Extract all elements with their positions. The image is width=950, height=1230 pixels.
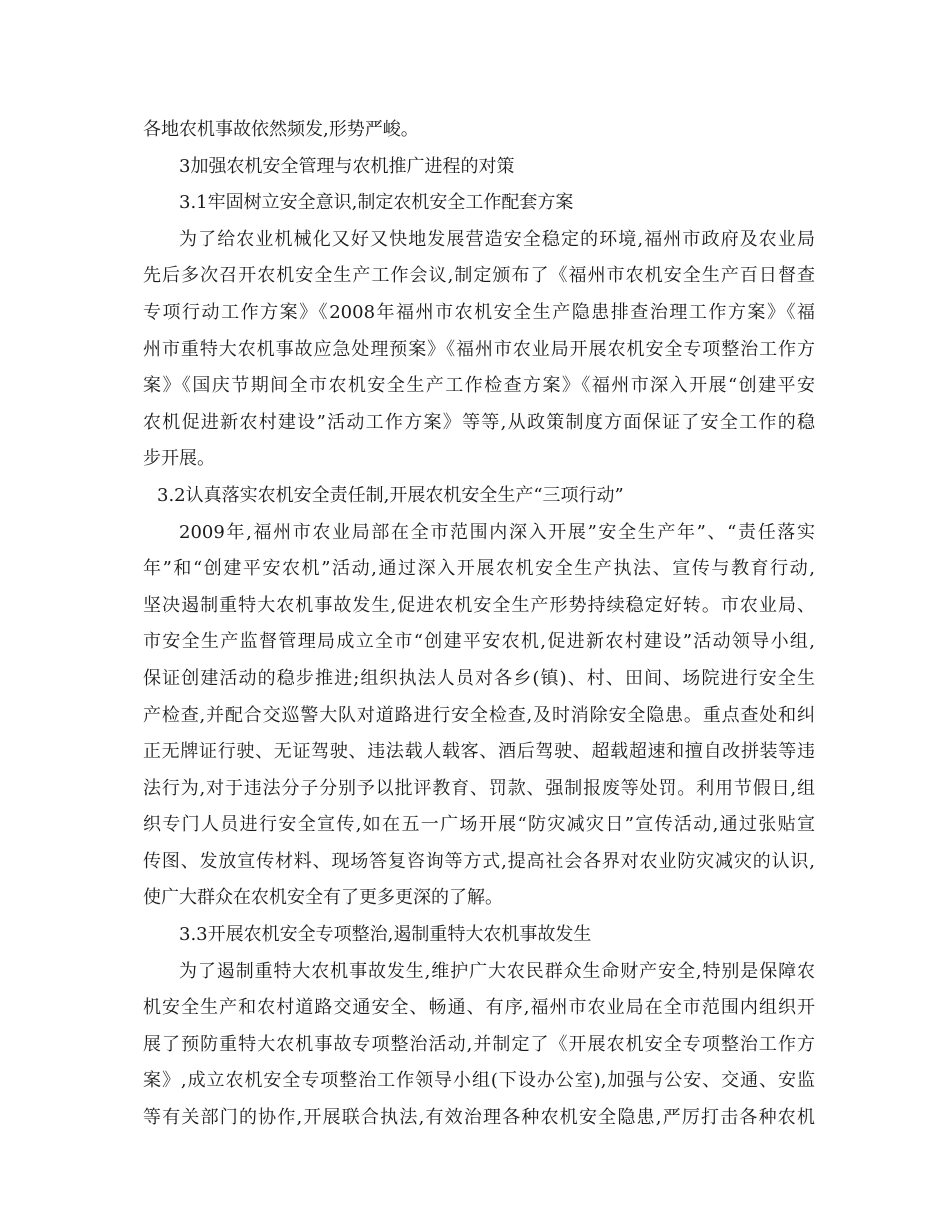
text-line: 专项行动工作方案》《2008年福州市农机安全生产隐患排查治理工作方案》《福 bbox=[143, 301, 815, 323]
text-line: 先后多次召开农机安全生产工作会议,制定颁布了《福州市农机安全生产百日督查 bbox=[143, 265, 815, 287]
text-line: 案》,成立农机安全专项整治工作领导小组(下设办公室),加强与公安、交通、安监 bbox=[143, 1070, 815, 1092]
paragraph-first-line: 2009年,福州市农业局部在全市范围内深入开展”安全生产年”、“责任落实 bbox=[179, 521, 815, 543]
subsection-heading: 3.2认真落实农机安全责任制,开展农机安全生产“三项行动” bbox=[157, 484, 624, 506]
section-heading: 3加强农机安全管理与农机推广进程的对策 bbox=[179, 155, 515, 177]
body-text bbox=[143, 112, 815, 1137]
text-line: 市安全生产监督管理局成立全市“创建平安农机,促进新农村建设”活动领导小组, bbox=[143, 631, 815, 653]
text-line: 法行为,对于违法分子分别予以批评教育、罚款、强制报废等处罚。利用节假日,组 bbox=[143, 777, 815, 799]
text-line: 织专门人员进行安全宣传,如在五一广场开展“防灾减灾日”宣传活动,通过张贴宣 bbox=[143, 814, 815, 836]
text-line: 农机促进新农村建设”活动工作方案》等等,从政策制度方面保证了安全工作的稳 bbox=[143, 411, 815, 433]
text-line: 产检查,并配合交巡警大队对道路进行安全检查,及时消除安全隐患。重点查处和纠 bbox=[143, 704, 815, 726]
text-line: 坚决遏制重特大农机事故发生,促进农机安全生产形势持续稳定好转。市农业局、 bbox=[143, 594, 815, 616]
subsection-heading: 3.3开展农机安全专项整治,遏制重特大农机事故发生 bbox=[179, 924, 592, 946]
text-line: 使广大群众在农机安全有了更多更深的了解。 bbox=[143, 887, 503, 909]
text-line: 正无牌证行驶、无证驾驶、违法载人载客、酒后驾驶、超载超速和擅自改拼装等违 bbox=[143, 741, 815, 763]
text-line: 年”和“创建平安农机”活动,通过深入开展农机安全生产执法、宣传与教育行动, bbox=[143, 558, 815, 580]
text-line: 各地农机事故依然频发,形势严峻。 bbox=[143, 119, 419, 140]
text-line: 机安全生产和农村道路交通安全、畅通、有序,福州市农业局在全市范围内组织开 bbox=[143, 997, 815, 1019]
paragraph-first-line: 为了给农业机械化又好又快地发展营造安全稳定的环境,福州市政府及农业局 bbox=[179, 228, 815, 250]
text-line: 保证创建活动的稳步推进;组织执法人员对各乡(镇)、村、田间、场院进行安全生 bbox=[143, 667, 815, 689]
text-line: 州市重特大农机事故应急处理预案》《福州市农业局开展农机安全专项整治工作方 bbox=[143, 338, 815, 360]
subsection-heading: 3.1牢固树立安全意识,制定农机安全工作配套方案 bbox=[179, 192, 574, 214]
paragraph-first-line: 为了遏制重特大农机事故发生,维护广大农民群众生命财产安全,特别是保障农 bbox=[179, 960, 815, 982]
text-line: 展了预防重特大农机事故专项整治活动,并制定了《开展农机安全专项整治工作方 bbox=[143, 1033, 815, 1055]
text-line: 等有关部门的协作,开展联合执法,有效治理各种农机安全隐患,严厉打击各种农机 bbox=[143, 1107, 815, 1129]
text-line: 传图、发放宣传材料、现场答复咨询等方式,提高社会各界对农业防灾减灾的认识, bbox=[143, 850, 815, 872]
text-line: 案》《国庆节期间全市农机安全生产工作检查方案》《福州市深入开展“创建平安 bbox=[143, 375, 815, 397]
text-line: 步开展。 bbox=[143, 448, 215, 470]
